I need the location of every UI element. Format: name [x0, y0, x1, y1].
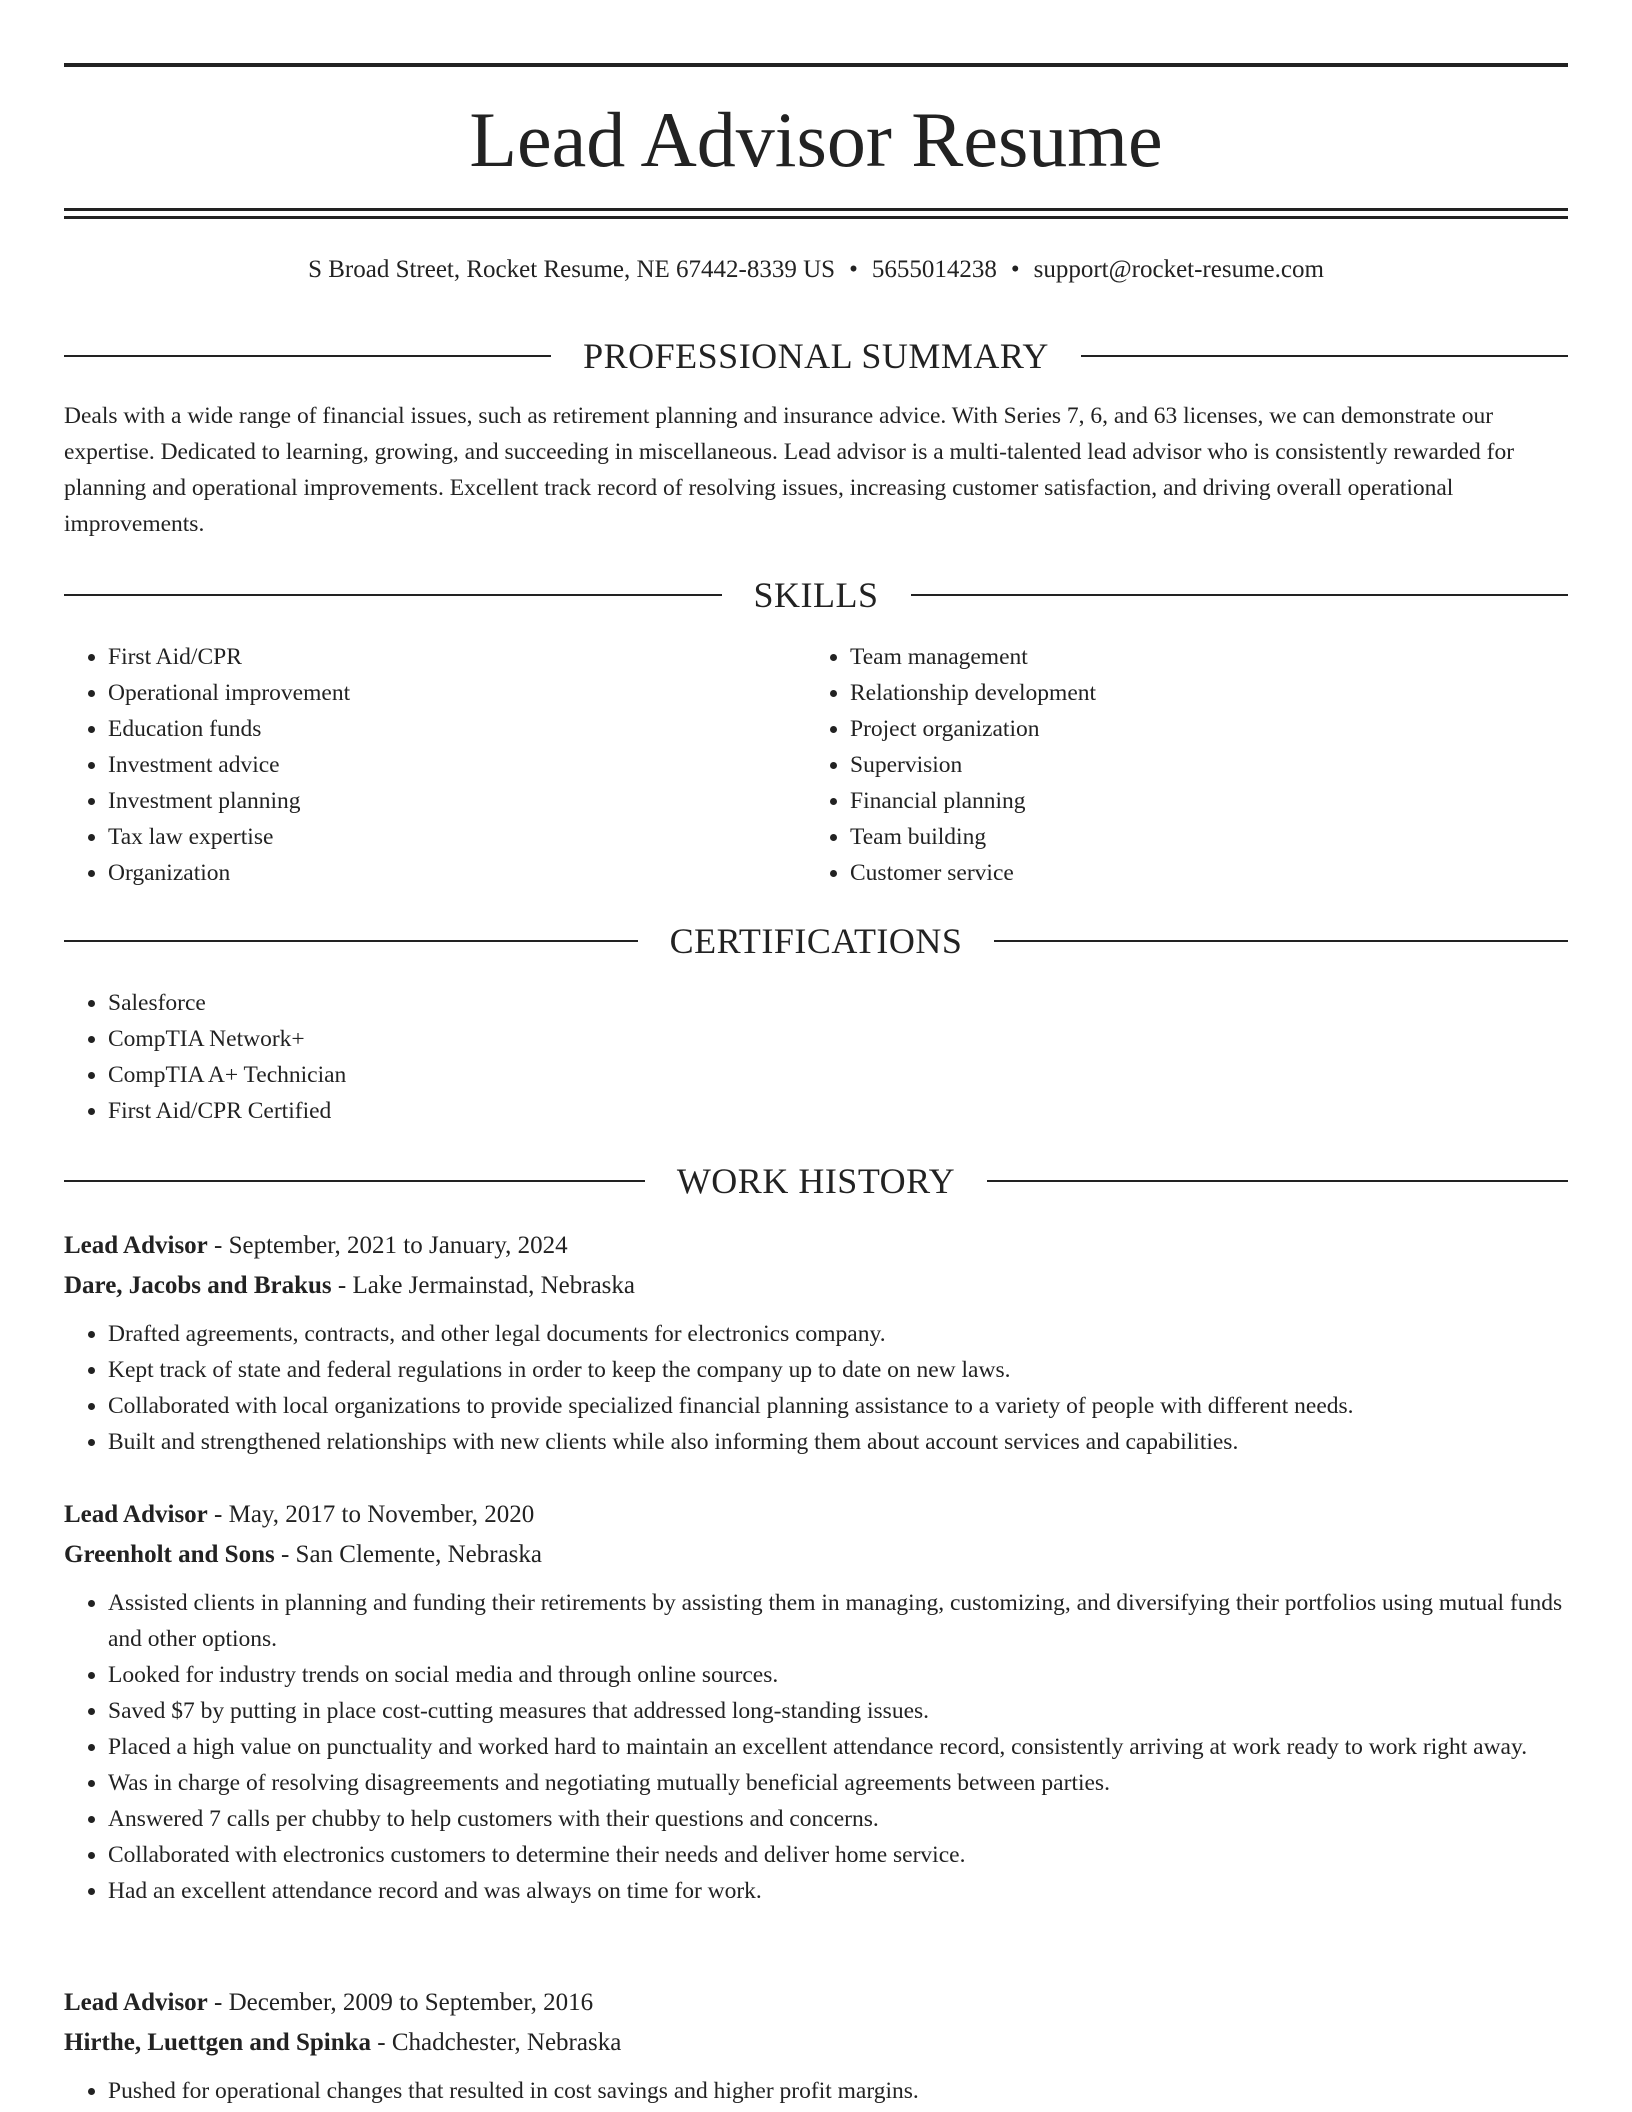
section-heading-skills: [64, 573, 1568, 617]
job-title: Lead Advisor: [64, 1501, 208, 1528]
contact-phone: 5655014238: [871, 256, 997, 283]
contact-line: [64, 252, 1568, 288]
section-title: WORK HISTORY: [676, 1161, 956, 1201]
job-bullet: • Built and strengthened relationships with new clients while also informing them about account services and capabilities.: [108, 1424, 1568, 1460]
job-dates: - May, 2017 to November, 2020: [207, 1501, 535, 1528]
skill-item: • Tax law expertise: [108, 819, 764, 855]
job-company-line: [64, 2023, 1568, 2063]
skill-item: • Team building: [850, 819, 1506, 855]
job-location: - San Clemente, Nebraska: [274, 1541, 542, 1568]
job-dates: - December, 2009 to September, 2016: [207, 1989, 594, 2016]
job-bullet: • Pushed for operational changes that resulted in cost savings and higher profit margins.: [108, 2073, 1568, 2109]
job-bullet: • Looked for industry trends on social media and through online sources.: [108, 1657, 1568, 1693]
page-title: Lead Advisor Resume: [469, 96, 1163, 183]
job-bullets: [64, 2073, 1568, 2109]
contact-separator: •: [849, 256, 858, 283]
section-heading-certifications: [64, 919, 1568, 963]
job-company: Greenholt and Sons: [64, 1541, 275, 1568]
section-heading-work-history: [64, 1159, 1568, 1203]
heading-rule-left: [64, 940, 638, 942]
job-bullet: • Had an excellent attendance record and was always on time for work.: [108, 1873, 1568, 1909]
heading-rule-right: [911, 594, 1569, 596]
job-location: - Lake Jermainstad, Nebraska: [331, 1272, 635, 1299]
certification-item: • Salesforce: [108, 985, 1568, 1021]
job-bullet: • Collaborated with electronics customers to determine their needs and deliver home service.: [108, 1837, 1568, 1873]
contact-address: S Broad Street, Rocket Resume, NE 67442-8339 US: [308, 256, 836, 283]
header-top-rule: [64, 63, 1568, 67]
job-bullet: • Answered 7 calls per chubby to help customers with their questions and concerns.: [108, 1801, 1568, 1837]
heading-rule-left: [64, 355, 551, 357]
job-entry: [64, 1495, 1568, 1909]
skill-item: • Supervision: [850, 747, 1506, 783]
summary-text: Deals with a wide range of financial issues, such as retirement planning and insurance advice. With Series 7, 6, and 63 licenses, we can demonstrate our expertise. Dedicated to learning, growing, and succeeding in miscellaneous. Lead advisor is a multi-talented lead advisor who is consistently rewarded for planning and operational improvements. Excellent track record of resolving issues, increasing customer satisfaction, and driving overall operational improvements.: [64, 403, 1515, 537]
skill-item: • Operational improvement: [108, 675, 764, 711]
skill-item: • First Aid/CPR: [108, 639, 764, 675]
skill-item: • Team management: [850, 639, 1506, 675]
section-heading-summary: [64, 334, 1568, 378]
job-bullet: • Kept track of state and federal regulations in order to keep the company up to date on new laws.: [108, 1352, 1568, 1388]
job-title-line: [64, 1226, 1568, 1266]
job-bullet: • Was in charge of resolving disagreements and negotiating mutually beneficial agreements between parties.: [108, 1765, 1568, 1801]
heading-rule-right: [1081, 355, 1568, 357]
contact-email: support@rocket-resume.com: [1033, 256, 1324, 283]
job-title: Lead Advisor: [64, 1232, 208, 1259]
heading-rule-left: [64, 594, 722, 596]
certifications-block: [64, 985, 1568, 1129]
job-bullet: • Drafted agreements, contracts, and other legal documents for electronics company.: [108, 1316, 1568, 1352]
job-bullet: • Collaborated with local organizations to provide specialized financial planning assistance to a variety of people with different needs.: [108, 1388, 1568, 1424]
certification-item: • CompTIA A+ Technician: [108, 1057, 1568, 1093]
section-title: CERTIFICATIONS: [669, 921, 963, 961]
job-bullets: [64, 1585, 1568, 1909]
job-title-line: [64, 1495, 1568, 1535]
skill-item: • Financial planning: [850, 783, 1506, 819]
skills-list-left: [64, 639, 764, 891]
certifications-list: [64, 985, 1568, 1129]
skill-item: • Education funds: [108, 711, 764, 747]
job-dates: - September, 2021 to January, 2024: [207, 1232, 568, 1259]
job-bullet: • Saved $7 by putting in place cost-cutting measures that addressed long-standing issues.: [108, 1693, 1568, 1729]
certification-item: • First Aid/CPR Certified: [108, 1093, 1568, 1129]
job-title-line: [64, 1983, 1568, 2023]
job-bullets: [64, 1316, 1568, 1460]
job-location: - Chadchester, Nebraska: [371, 2029, 622, 2056]
certification-item: • CompTIA Network+: [108, 1021, 1568, 1057]
contact-separator: •: [1010, 256, 1020, 283]
heading-rule-left: [64, 1180, 645, 1182]
skill-item: • Organization: [108, 855, 764, 891]
skills-column-left: [64, 639, 764, 891]
skill-item: • Project organization: [850, 711, 1506, 747]
job-company-line: [64, 1535, 1568, 1575]
job-bullet: • Placed a high value on punctuality and worked hard to maintain an excellent attendance record, consistently arriving at work ready to work right away.: [108, 1729, 1568, 1765]
job-company-line: [64, 1266, 1568, 1306]
job-entry: [64, 1226, 1568, 1460]
skill-item: • Relationship development: [850, 675, 1506, 711]
skill-item: • Investment advice: [108, 747, 764, 783]
job-company: Hirthe, Luettgen and Spinka: [64, 2029, 372, 2056]
job-title: Lead Advisor: [64, 1989, 208, 2016]
header-bottom-rule: [64, 208, 1568, 211]
skills-column-right: [806, 639, 1506, 891]
job-company: Dare, Jacobs and Brakus: [64, 1272, 332, 1299]
heading-rule-right: [994, 940, 1568, 942]
section-title: PROFESSIONAL SUMMARY: [583, 336, 1049, 376]
skill-item: • Customer service: [850, 855, 1506, 891]
job-bullet: • Assisted clients in planning and funding their retirements by assisting them in managing, customizing, and diversifying their portfolios using mutual funds and other options.: [108, 1585, 1568, 1657]
job-entry: [64, 1983, 1568, 2109]
section-title: SKILLS: [753, 575, 879, 615]
skills-list-right: [806, 639, 1506, 891]
skill-item: • Investment planning: [108, 783, 764, 819]
heading-rule-right: [987, 1180, 1568, 1182]
header-bottom-rule-2: [64, 216, 1568, 219]
